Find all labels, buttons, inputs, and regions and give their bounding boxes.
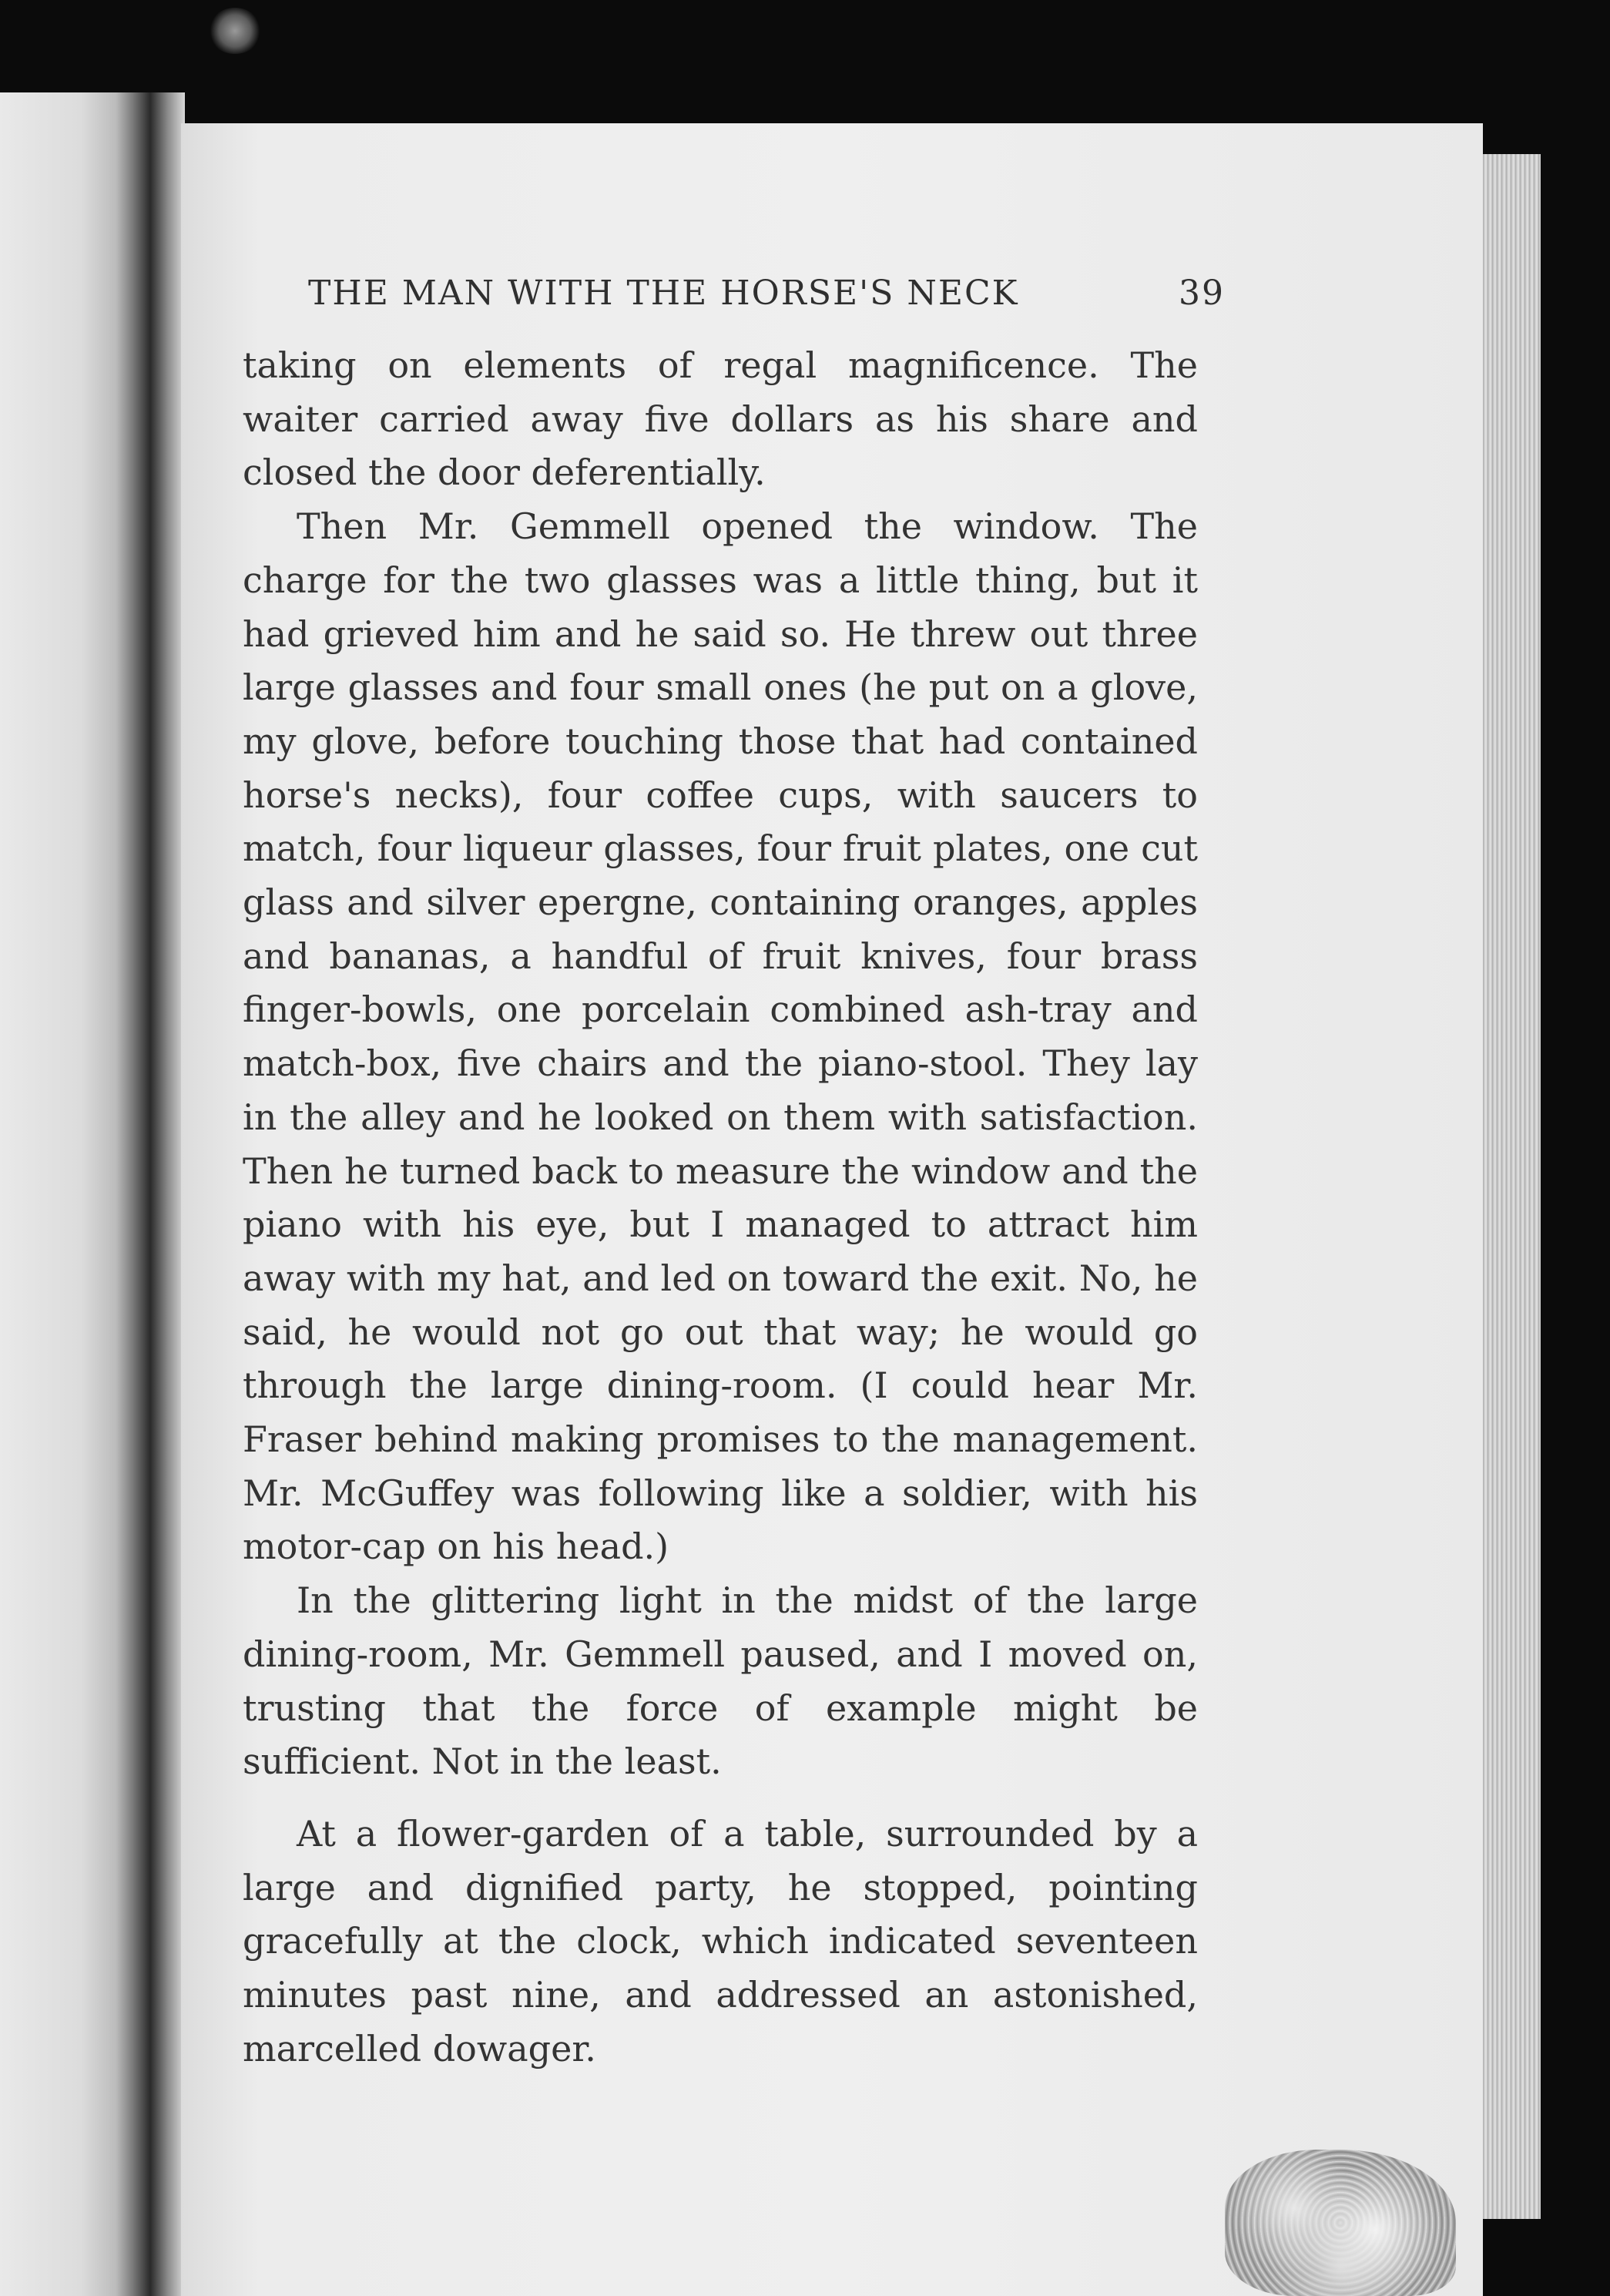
paragraph-3: In the glittering light in the midst of the large dining-room, Mr. Gemmell paused, and I moved on, trusting that the force of example might be sufficient. Not in the least. (243, 1579, 1198, 1783)
paragraph-4: At a flower-garden of a table, surrounded by a large and dignified party, he stopped, pointing gracefully at the clock, which indicated seventeen minutes past nine, and addressed an astonished, marcelled dowager. (243, 1812, 1198, 2069)
running-title: THE MAN WITH THE HORSE'S NECK (308, 274, 1019, 313)
facing-page-edge (0, 92, 116, 2296)
running-header (308, 274, 1225, 320)
scan-blemish-bottom (1225, 2150, 1456, 2296)
body-text (243, 339, 1198, 2076)
page-edges (1479, 154, 1541, 2219)
page-number: 39 (1179, 274, 1225, 313)
paragraph-1: taking on elements of regal magnificence. The waiter carried away five dollars as his share and closed the door deferentially. (243, 344, 1198, 494)
book-gutter (116, 92, 185, 2296)
scan-blemish-top (208, 8, 262, 54)
paragraph-2: Then Mr. Gemmell opened the window. The charge for the two glasses was a little thing, but it had grieved him and he said so. He threw out three large glasses and four small ones (he put on a glove, my glove, before touching those that had contained horse's necks), four coffee cups, with saucers to match, four liqueur glasses, four fruit plates, one cut glass and silver epergne, containing oranges, apples and bananas, a handful of fruit knives, four brass finger-bowls, one porcelain combined ash-tray and match-box, five chairs and the piano-stool. They lay in the alley and he looked on them with satisfaction. Then he turned back to measure the window and the piano with his eye, but I managed to attract him away with my hat, and led on toward the exit. No, he said, he would not go out that way; he would go through the large dining-room. (I could hear Mr. Fraser behind making promises to the management. Mr. McGuffey was following like a soldier, with his motor-cap on his head.) (243, 505, 1198, 1568)
